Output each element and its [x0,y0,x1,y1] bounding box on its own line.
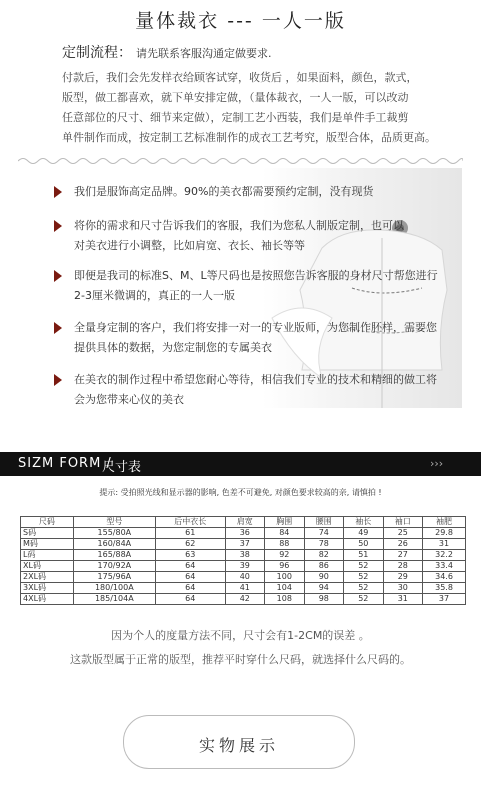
wave-divider [18,155,463,167]
table-cell: 78 [304,539,344,550]
table-cell: 160/84A [73,539,155,550]
table-row [21,572,466,583]
table-cell: 52 [344,583,384,594]
table-cell: 38 [225,550,265,561]
table-cell: 30 [383,583,423,594]
column-header: 尺码 [21,517,74,528]
table-cell: 96 [265,561,305,572]
table-cell: 31 [383,594,423,605]
table-row [21,550,466,561]
table-cell: 33.4 [423,561,466,572]
table-cell: 35.8 [423,583,466,594]
triangle-icon [54,374,62,386]
table-cell: 42 [225,594,265,605]
table-cell: 180/100A [73,583,155,594]
triangle-icon [54,270,62,282]
table-cell: 100 [265,572,305,583]
table-row [21,594,466,605]
table-cell: 84 [265,528,305,539]
table-cell: 98 [304,594,344,605]
table-cell: 165/88A [73,550,155,561]
bullet-item: 即便是我司的标准S、M、L等尺码也是按照您告诉客服的身材尺寸帮您进行 2-3厘米微调的，真正的一人一版 [54,266,464,306]
table-cell: 29 [383,572,423,583]
column-header: 袖口 [383,517,423,528]
table-cell: 155/80A [73,528,155,539]
table-cell: XL码 [21,561,74,572]
table-cell: 28 [383,561,423,572]
table-cell: 108 [265,594,305,605]
intro-line: 付款后，我们会先发样衣给顾客试穿，收货后 ，如果面料，颜色，款式， [62,71,418,84]
bullet-item: 将你的需求和尺寸告诉我们的客服，我们为您私人制版定制，也可以 对美衣进行小调整，比如肩宽、衣长、袖长等等 [54,216,464,256]
intro-line: 任意部位的尺寸、细节来定做），定制工艺小西装，我们是单件手工裁剪 [62,111,409,124]
table-cell: 185/104A [73,594,155,605]
table-cell: 34.6 [423,572,466,583]
table-cell: 49 [344,528,384,539]
table-cell: 37 [423,594,466,605]
table-cell: 86 [304,561,344,572]
show-real-photos-label: 实物展示 [198,736,279,755]
table-cell: 26 [383,539,423,550]
column-header: 型号 [73,517,155,528]
chevron-right-icon: ››› [430,457,444,470]
page-title: 量体裁衣 --- 一人一版 [135,10,346,32]
table-cell: 64 [155,594,225,605]
bullet-item: 全量身定制的客户，我们将安排一对一的专业版师，为您制作胚样，需要您 提供具体的数据，为您定制您的专属美衣 [54,318,464,358]
column-header: 袖肥 [423,517,466,528]
column-header: 腰围 [304,517,344,528]
table-cell: 2XL码 [21,572,74,583]
table-cell: 88 [265,539,305,550]
table-cell: 170/92A [73,561,155,572]
table-cell: 29.8 [423,528,466,539]
size-form-title-en: SIZM FORM / [18,456,112,471]
table-cell: 41 [225,583,265,594]
table-cell: 61 [155,528,225,539]
table-cell: 62 [155,539,225,550]
intro-line: 单件制作而成，按定制工艺标准制作的成衣工艺考究，版型合体，品质更高。 [62,131,436,144]
process-text: 请先联系客服沟通定做要求. [136,47,272,60]
table-cell: 52 [344,572,384,583]
table-cell: 52 [344,594,384,605]
fit-note: 这款版型属于正常的版型，推荐平时穿什么尺码，就选择什么尺码的。 [70,653,411,666]
table-cell: L码 [21,550,74,561]
color-tip: 提示: 受拍照光线和显示器的影响, 色差不可避免, 对颜色要求较高的亲, 请慎拍 ! [99,488,382,497]
intro-paragraph [62,68,462,148]
bullet-item: 在美衣的制作过程中希望您耐心等待，相信我们专业的技术和精细的做工将 会为您带来心仪的美衣 [54,370,464,410]
table-cell: 90 [304,572,344,583]
table-cell: 40 [225,572,265,583]
table-cell: 52 [344,561,384,572]
table-cell: M码 [21,539,74,550]
table-cell: 31 [423,539,466,550]
table-cell: 92 [265,550,305,561]
measurement-note: 因为个人的度量方法不同，尺寸会有1-2CM的误差 。 [111,629,370,642]
table-cell: 63 [155,550,225,561]
table-header-row [21,517,466,528]
table-row [21,583,466,594]
size-table [20,516,466,605]
column-header: 袖长 [344,517,384,528]
table-cell: 4XL码 [21,594,74,605]
table-cell: 82 [304,550,344,561]
table-cell: 64 [155,583,225,594]
process-label: 定制流程： [62,45,132,61]
table-cell: 27 [383,550,423,561]
table-cell: 94 [304,583,344,594]
column-header: 胸围 [265,517,305,528]
column-header: 肩宽 [225,517,265,528]
triangle-icon [54,220,62,232]
table-cell: 32.2 [423,550,466,561]
bullet-item: 我们是服饰高定品牌。90%的美衣都需要预约定制，没有现货 [54,182,464,202]
table-cell: 64 [155,561,225,572]
table-cell: S码 [21,528,74,539]
table-cell: 37 [225,539,265,550]
table-cell: 51 [344,550,384,561]
table-cell: 64 [155,572,225,583]
table-row [21,528,466,539]
column-header: 后中衣长 [155,517,225,528]
triangle-icon [54,322,62,334]
intro-line: 版型，做工都喜欢，就下单安排定做，（量体裁衣，一人一版，可以改动 [62,91,409,104]
table-cell: 3XL码 [21,583,74,594]
table-cell: 36 [225,528,265,539]
table-cell: 25 [383,528,423,539]
table-cell: 39 [225,561,265,572]
table-cell: 175/96A [73,572,155,583]
table-cell: 104 [265,583,305,594]
table-cell: 50 [344,539,384,550]
table-cell: 74 [304,528,344,539]
table-row [21,539,466,550]
triangle-icon [54,186,62,198]
table-row [21,561,466,572]
size-form-title-cn: 尺寸表 [102,460,142,475]
